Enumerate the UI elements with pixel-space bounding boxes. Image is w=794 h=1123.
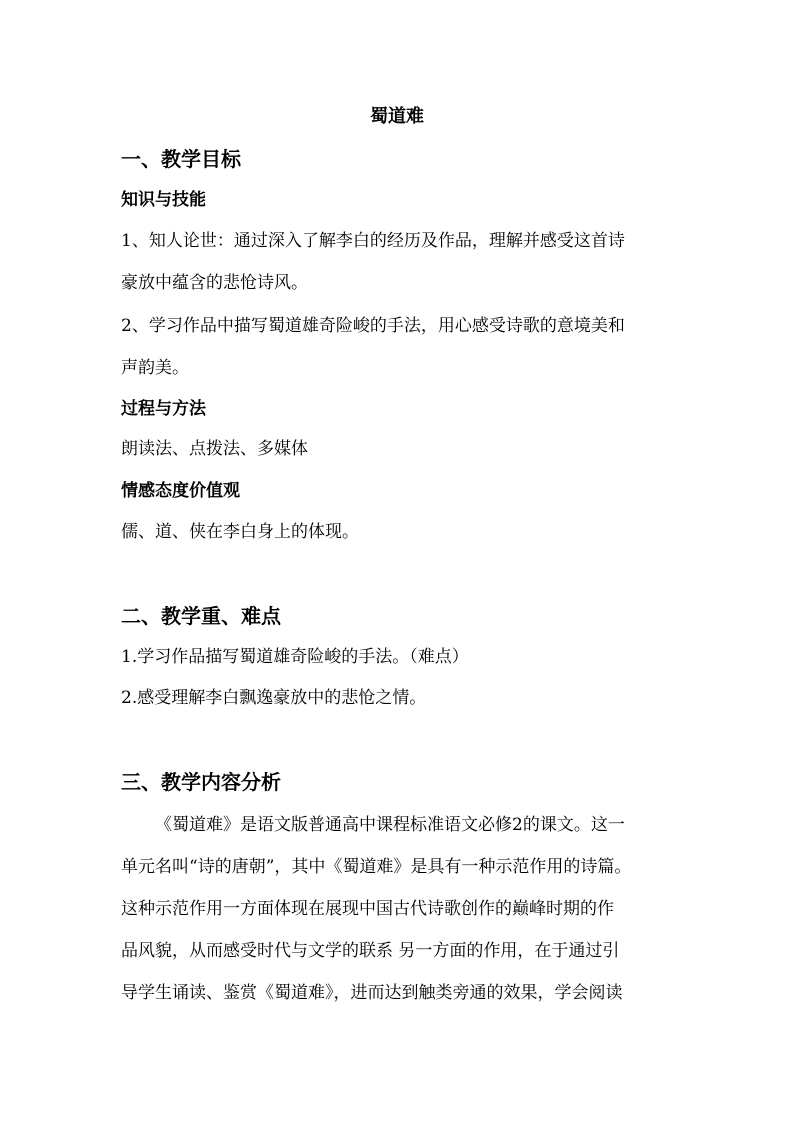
goal-item-1-line-1: 1、知人论世：通过深入了解李白的经历及作品，理解并感受这首诗: [121, 231, 625, 251]
analysis-paragraph-line-1: 《蜀道难》是语文版普通高中课程标准语文必修2的课文。这一: [155, 815, 625, 835]
subheading-process-methods: 过程与方法: [121, 399, 206, 419]
goal-item-1-line-2: 豪放中蕴含的悲怆诗风。: [121, 273, 308, 293]
section-heading-teaching-goals: 一、教学目标: [121, 147, 241, 171]
subheading-knowledge-skills: 知识与技能: [121, 190, 206, 210]
goal-item-2-line-1: 2、学习作品中描写蜀道雄奇险峻的手法，用心感受诗歌的意境美和: [121, 316, 625, 336]
methods-text: 朗读法、点拨法、多媒体: [121, 439, 308, 459]
section-heading-content-analysis: 三、教学内容分析: [121, 770, 281, 794]
key-point-2: 2.感受理解李白飘逸豪放中的悲怆之情。: [121, 688, 427, 708]
key-point-1: 1.学习作品描写蜀道雄奇险峻的手法。（难点）: [121, 647, 469, 667]
analysis-paragraph-line-4: 品风貌，从而感受时代与文学的联系 另一方面的作用，在于通过引: [121, 941, 620, 961]
document-title: 蜀道难: [370, 106, 424, 127]
goal-item-2-line-2: 声韵美。: [121, 358, 189, 378]
analysis-paragraph-line-2: 单元名叫“诗的唐朝”，其中《蜀道难》是具有一种示范作用的诗篇。: [121, 857, 632, 877]
values-text: 儒、道、侠在李白身上的体现。: [121, 522, 359, 542]
analysis-paragraph-line-5: 导学生诵读、鉴赏《蜀道难》，进而达到触类旁通的效果，学会阅读: [121, 983, 623, 1003]
subheading-emotional-values: 情感态度价值观: [121, 481, 240, 501]
analysis-paragraph-line-3: 这种示范作用一方面体现在展现中国古代诗歌创作的巅峰时期的作: [121, 899, 614, 919]
section-heading-key-points: 二、教学重、难点: [121, 604, 281, 628]
